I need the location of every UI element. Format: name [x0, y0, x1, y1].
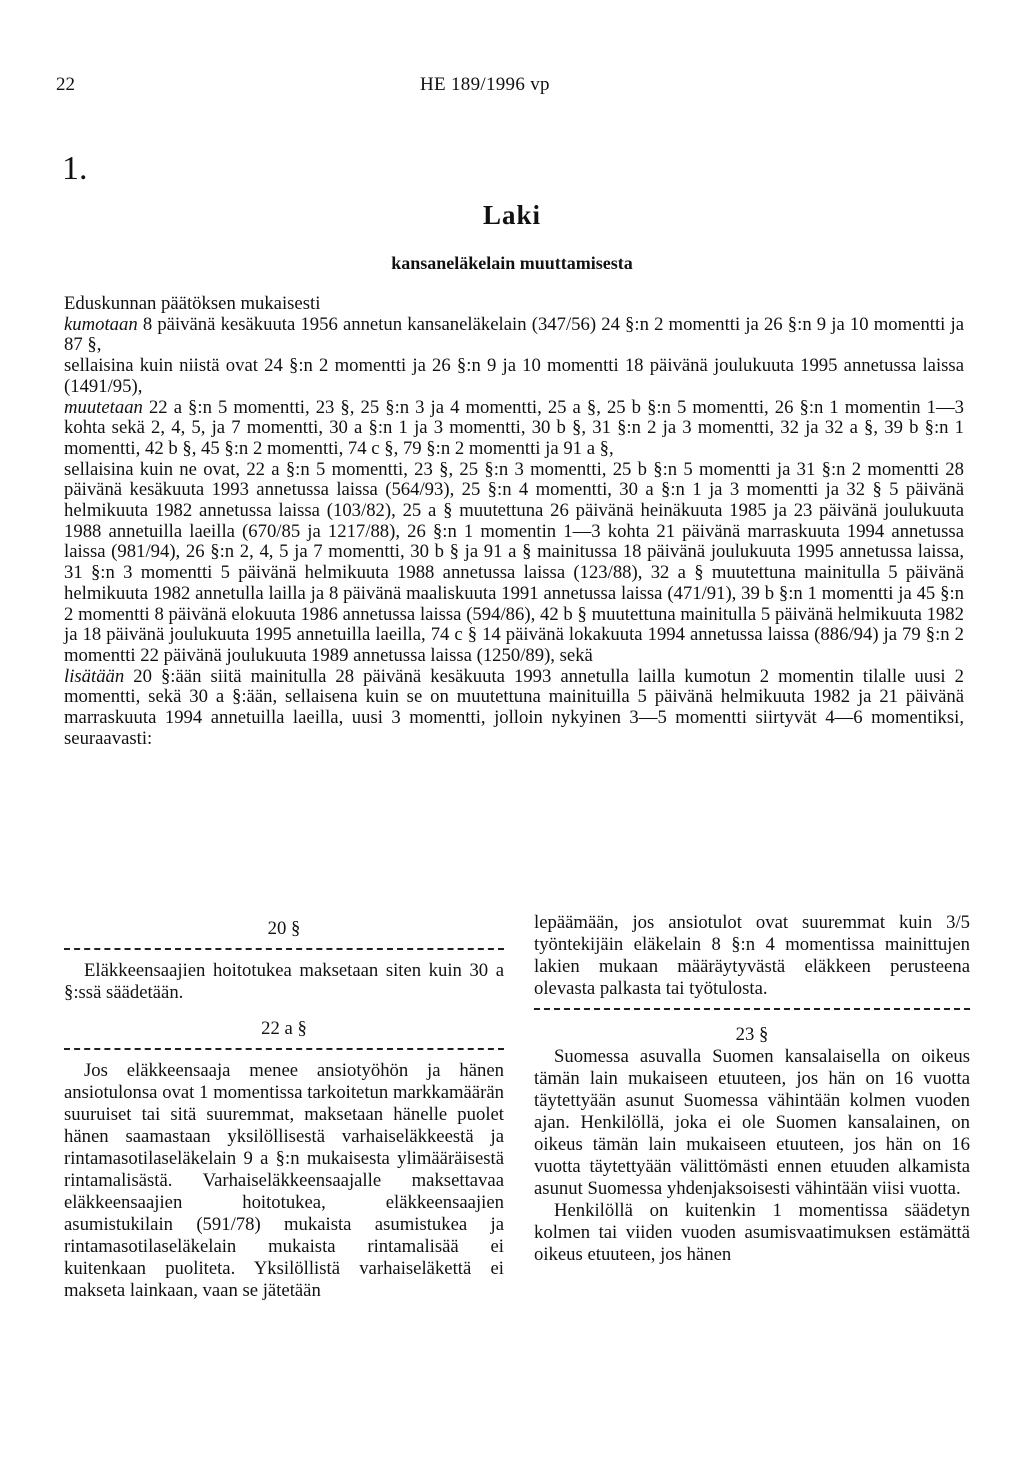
- section-20-heading: 20 §: [267, 918, 301, 939]
- lisataan-text: 20 §:ään siitä mainitulla 28 päivänä kesäkuuta 1993 annetulla lailla kumotun 2 momentin tilalle uusi 2 momentti, sekä 30 a §:ään, sellaisena kuin se on muutettuna mainituilla 5 päivänä helmikuuta 1982 ja 21 päivänä marraskuuta 1994 annetuilla laeilla, uusi 3 momentti, jolloin nykyinen 3—5 momentti siirtyvät 4—6 momentiksi, seuraavasti:: [64, 665, 964, 749]
- preamble-muutetaan-cont: sellaisina kuin ne ovat, 22 a §:n 5 momentti, 23 §, 25 §:n 3 momentti, 25 b §:n 5 momentti ja 31 §:n 2 momentti 28 päivänä kesäkuuta 1993 annetussa laissa (564/93), 25 §:n 4 momentti, 30 a §:n 1 ja 3 momentti ja 32 § 5 päivänä helmikuuta 1982 annetussa laissa (103/82), 25 a § muutettuna 26 päivänä heinäkuuta 1985 ja 23 päivänä joulukuuta 1988 annetuilla laeilla (670/85 ja 1217/88), 26 §:n 1 momentin 1—3 kohta 21 päivänä marraskuuta 1994 annetussa laissa (981/94), 26 §:n 2, 4, 5 ja 7 momentti, 30 b § ja 91 a § mainitussa 18 päivänä joulukuuta 1995 annetussa laissa, 31 §:n 3 momentti 5 päivänä helmikuuta 1988 annetussa laissa (123/88), 32 a § muutettuna mainitulla 5 päivänä helmikuuta 1982 annetulla lailla ja 8 päivänä maaliskuuta 1991 annetussa laissa (471/91), 39 b §:n 1 momentti ja 45 §:n 2 momentti 8 päivänä elokuuta 1986 annetussa laissa (594/86), 42 b § muutettuna mainitulla 5 päivänä helmikuuta 1982 ja 18 päivänä joulukuuta 1995 annetuilla laeilla, 74 c § 14 päivänä lokakuuta 1994 annetussa laissa (886/94) ja 79 §:n 2 momentti 22 päivänä joulukuuta 1989 annetussa laissa (1250/89), sekä: [64, 458, 964, 666]
- muutetaan-text: 22 a §:n 5 momentti, 23 §, 25 §:n 3 ja 4 momentti, 25 a §, 25 b §:n 5 momentti, 26 §:n 1 momentin 1—3 kohta sekä 2, 4, 5, ja 7 momentti, 30 a §:n 1 ja 3 momentti, 30 b §, 31 §:n 2 ja 3 momentti, 32 ja 32 a §, 39 b §:n 1 momentti, 42 b §, 45 §:n 2 momentti, 74 c §, 79 §:n 2 momentti ja 91 a §,: [64, 396, 964, 459]
- omission-dashes: [64, 1048, 504, 1050]
- section-22a-continuation: lepäämään, jos ansiotulot ovat suuremmat kuin 3/5 työntekijäin eläkelain 8 §:n 4 momentissa mainittujen lakien mukaan määräytyvästä eläkkeen perusteena olevasta palkasta tai työtulosta.: [534, 912, 970, 999]
- section-22a-text: Jos eläkkeensaaja menee ansiotyöhön ja hänen ansiotulonsa ovat 1 momentissa tarkoitetun markkamäärän suuruiset tai sitä suuremmat, maksetaan hänelle puolet hänen saamastaan yksilöllisestä varhaiseläkkeestä ja rintamasotilaseläkelain 9 a §:n mukaisesta ylimääräisestä rintamalisästä. Varhaiseläkkeensaajalle maksettavaa eläkkeensaajien hoitotukea, eläkkeensaajien asumistukilain (591/78) mukaista asumistukea ja rintamasotilaseläkelain mukaista rintamalisää ei kuitenkaan puoliteta. Yksilöllistä varhaiseläkettä ei makseta lainkaan, vaan se jätetään: [64, 1060, 504, 1301]
- section-23-paragraph-2: Henkilöllä on kuitenkin 1 momentissa säädetyn kolmen tai viiden vuoden asumisvaatimuksen estämättä oikeus etuuteen, jos hänen: [534, 1200, 970, 1265]
- act-number: 1.: [62, 150, 88, 187]
- preamble-muutetaan: [64, 398, 964, 460]
- running-head: HE 189/1996 vp: [420, 74, 550, 95]
- omission-dashes: [64, 948, 504, 950]
- preamble: [64, 294, 964, 749]
- preamble-intro: Eduskunnan päätöksen mukaisesti: [64, 293, 321, 314]
- section-22a-heading: 22 a §: [261, 1018, 307, 1039]
- preamble-kumotaan: [64, 315, 964, 356]
- page-number: 22: [56, 74, 75, 95]
- right-column: [534, 912, 970, 1266]
- lisataan-keyword: lisätään: [64, 665, 125, 687]
- kumotaan-text: 8 päivänä kesäkuuta 1956 annetun kansaneläkelain (347/56) 24 §:n 2 momentti ja 26 §:n 9 ja 10 momentti ja 87 §,: [64, 313, 964, 356]
- law-title: Laki: [482, 200, 542, 230]
- left-column: [64, 918, 504, 1302]
- omission-dashes: [534, 1008, 970, 1010]
- preamble-kumotaan-cont: sellaisina kuin niistä ovat 24 §:n 2 momentti ja 26 §:n 9 ja 10 momentti 18 päivänä joulukuuta 1995 annetussa laissa (1491/95),: [64, 355, 964, 397]
- section-23-heading: 23 §: [735, 1024, 769, 1045]
- law-subtitle: kansaneläkelain muuttamisesta: [391, 253, 633, 273]
- kumotaan-keyword: kumotaan: [64, 313, 138, 335]
- preamble-lisataan: [64, 667, 964, 750]
- muutetaan-keyword: muutetaan: [64, 396, 143, 418]
- section-23-paragraph-1: Suomessa asuvalla Suomen kansalaisella on oikeus tämän lain mukaiseen etuuteen, jos hän on 16 vuotta täytettyään asunut Suomessa vähintään kolmen vuoden ajan. Henkilöllä, joka ei ole Suomen kansalainen, on oikeus tämän lain mukaiseen etuuteen, jos hän on 16 vuotta täytettyään välittömästi ennen etuuden alkamista asunut Suomessa yhdenjaksoisesti vähintään viisi vuotta.: [534, 1046, 970, 1199]
- section-20-text: Eläkkeensaajien hoitotukea maksetaan siten kuin 30 a §:ssä säädetään.: [64, 960, 504, 1003]
